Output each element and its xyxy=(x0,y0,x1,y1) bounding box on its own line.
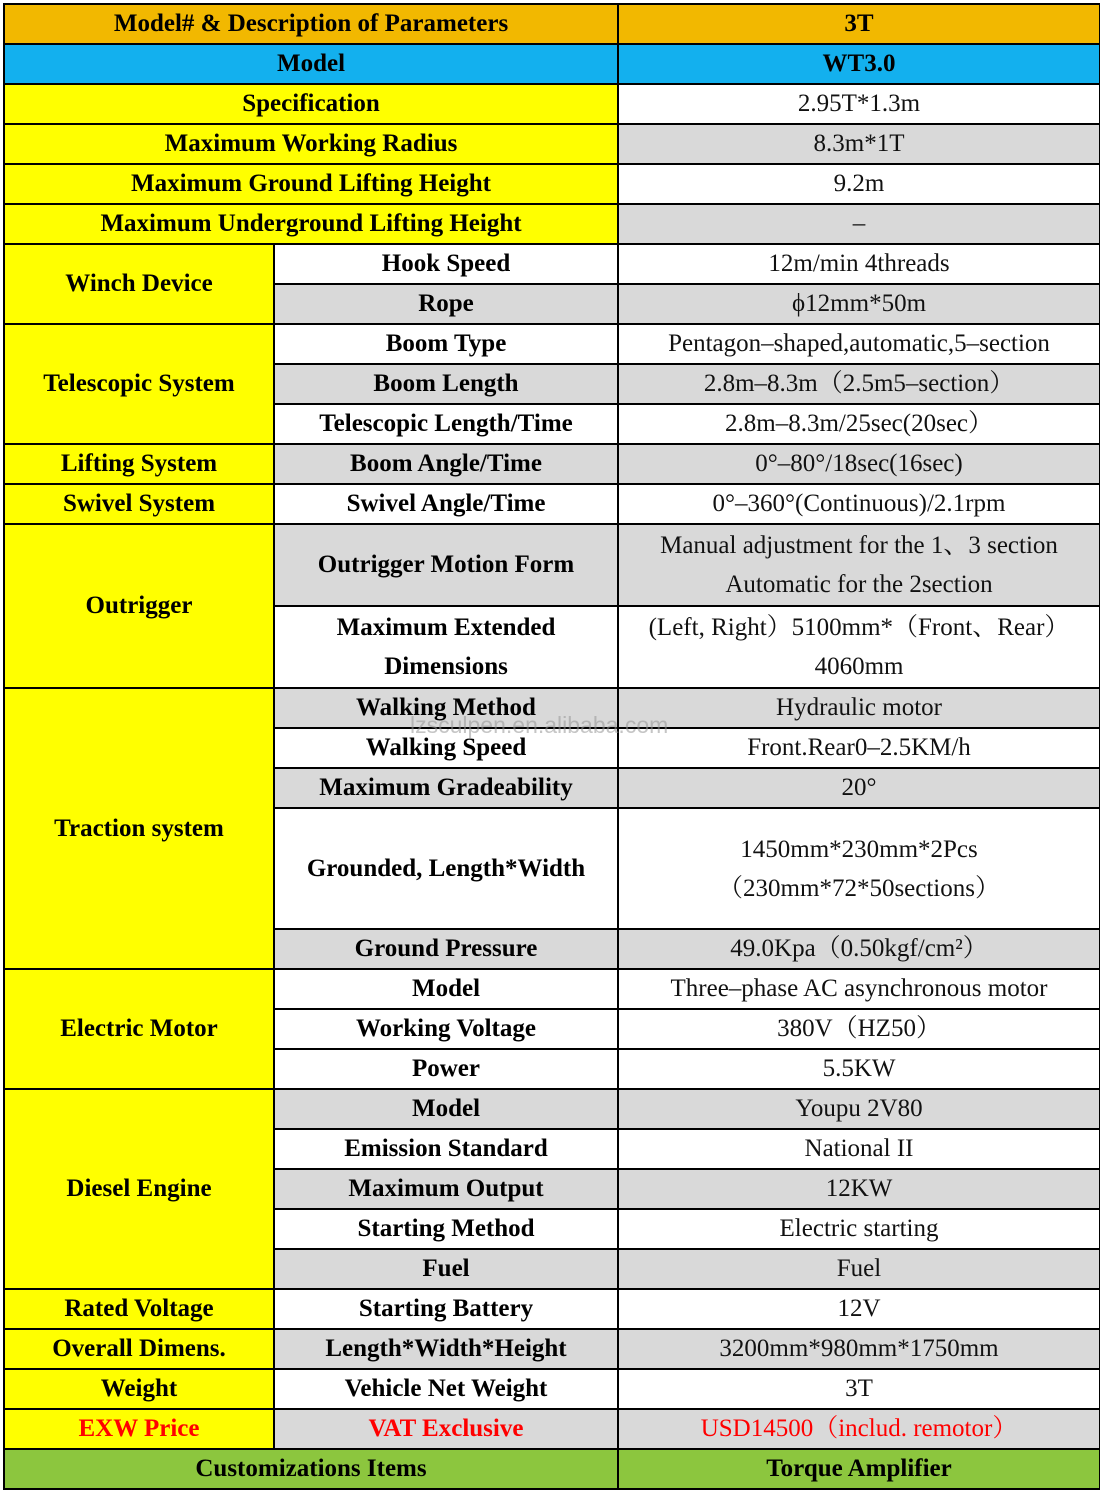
outrigger-label: Outrigger xyxy=(4,524,274,688)
weight-row xyxy=(4,1369,1100,1409)
power-value: 5.5KW xyxy=(618,1049,1100,1089)
grounded-length-width-value: 1450mm*230mm*2Pcs（230mm*72*50sections） xyxy=(618,808,1100,929)
fuel-label: Fuel xyxy=(274,1249,618,1289)
header-value: 3T xyxy=(618,4,1100,44)
length-width-height-label: Length*Width*Height xyxy=(274,1329,618,1369)
max-extended-dimensions-label: Maximum Extended Dimensions xyxy=(274,606,618,688)
max-working-radius-label: Maximum Working Radius xyxy=(4,124,618,164)
lifting-system-label: Lifting System xyxy=(4,444,274,484)
emission-standard-value: National II xyxy=(618,1129,1100,1169)
model-row xyxy=(4,44,1100,84)
starting-method-value: Electric starting xyxy=(618,1209,1100,1249)
exw-price-label: EXW Price xyxy=(4,1409,274,1449)
max-ground-lifting-row xyxy=(4,164,1100,204)
electric-motor-label: Electric Motor xyxy=(4,969,274,1089)
length-width-height-value: 3200mm*980mm*1750mm xyxy=(618,1329,1100,1369)
swivel-angle-time-value: 0°–360°(Continuous)/2.1rpm xyxy=(618,484,1100,524)
overall-dimens-label: Overall Dimens. xyxy=(4,1329,274,1369)
max-underground-lifting-row xyxy=(4,204,1100,244)
boom-type-value: Pentagon–shaped,automatic,5–section xyxy=(618,324,1100,364)
walking-method-label: Walking Method xyxy=(274,688,618,728)
traction-system-label: Traction system xyxy=(4,688,274,969)
swivel-system-label: Swivel System xyxy=(4,484,274,524)
weight-label: Weight xyxy=(4,1369,274,1409)
boom-angle-time-value: 0°–80°/18sec(16sec) xyxy=(618,444,1100,484)
outrigger-row-1 xyxy=(4,524,1100,606)
walking-speed-label: Walking Speed xyxy=(274,728,618,768)
specification-label: Specification xyxy=(4,84,618,124)
traction-row-1 xyxy=(4,688,1100,728)
ground-pressure-value: 49.0Kpa（0.50kgf/cm²） xyxy=(618,929,1100,969)
specification-value: 2.95T*1.3m xyxy=(618,84,1100,124)
starting-battery-value: 12V xyxy=(618,1289,1100,1329)
maximum-output-label: Maximum Output xyxy=(274,1169,618,1209)
vehicle-net-weight-label: Vehicle Net Weight xyxy=(274,1369,618,1409)
max-underground-lifting-value: – xyxy=(618,204,1100,244)
working-voltage-label: Working Voltage xyxy=(274,1009,618,1049)
emission-standard-label: Emission Standard xyxy=(274,1129,618,1169)
vat-exclusive-label: VAT Exclusive xyxy=(274,1409,618,1449)
max-underground-lifting-label: Maximum Underground Lifting Height xyxy=(4,204,618,244)
diesel-engine-row-1 xyxy=(4,1089,1100,1129)
hook-speed-label: Hook Speed xyxy=(274,244,618,284)
diesel-engine-label: Diesel Engine xyxy=(4,1089,274,1289)
customizations-label: Customizations Items xyxy=(4,1449,618,1489)
telescopic-length-time-value: 2.8m–8.3m/25sec(20sec） xyxy=(618,404,1100,444)
diesel-model-value: Youpu 2V80 xyxy=(618,1089,1100,1129)
walking-method-value: Hydraulic motor xyxy=(618,688,1100,728)
starting-battery-label: Starting Battery xyxy=(274,1289,618,1329)
watermark: lzsculpen.en.alibaba.com xyxy=(410,712,669,738)
max-extended-dimensions-value: (Left, Right）5100mm*（Front、Rear）4060mm xyxy=(618,606,1100,688)
electric-model-value: Three–phase AC asynchronous motor xyxy=(618,969,1100,1009)
overall-dimens-row xyxy=(4,1329,1100,1369)
rope-label: Rope xyxy=(274,284,618,324)
max-gradeability-value: 20° xyxy=(618,768,1100,808)
telescopic-row-1 xyxy=(4,324,1100,364)
power-label: Power xyxy=(274,1049,618,1089)
model-label: Model xyxy=(4,44,618,84)
telescopic-system-label: Telescopic System xyxy=(4,324,274,444)
walking-speed-value: Front.Rear0–2.5KM/h xyxy=(618,728,1100,768)
rated-voltage-label: Rated Voltage xyxy=(4,1289,274,1329)
header-label: Model# & Description of Parameters xyxy=(4,4,618,44)
header-row xyxy=(4,4,1100,44)
swivel-angle-time-label: Swivel Angle/Time xyxy=(274,484,618,524)
boom-length-label: Boom Length xyxy=(274,364,618,404)
diesel-model-label: Model xyxy=(274,1089,618,1129)
boom-angle-time-label: Boom Angle/Time xyxy=(274,444,618,484)
maximum-output-value: 12KW xyxy=(618,1169,1100,1209)
electric-model-label: Model xyxy=(274,969,618,1009)
specification-row xyxy=(4,84,1100,124)
boom-length-value: 2.8m–8.3m（2.5m5–section） xyxy=(618,364,1100,404)
rope-value: ϕ12mm*50m xyxy=(618,284,1100,324)
electric-motor-row-1 xyxy=(4,969,1100,1009)
grounded-length-width-label: Grounded, Length*Width xyxy=(274,808,618,929)
telescopic-length-time-label: Telescopic Length/Time xyxy=(274,404,618,444)
winch-row-1 xyxy=(4,244,1100,284)
max-working-radius-row xyxy=(4,124,1100,164)
outrigger-motion-form-value: Manual adjustment for the 1、3 section Automatic for the 2section xyxy=(618,524,1100,606)
max-working-radius-value: 8.3m*1T xyxy=(618,124,1100,164)
working-voltage-value: 380V（HZ50） xyxy=(618,1009,1100,1049)
max-gradeability-label: Maximum Gradeability xyxy=(274,768,618,808)
fuel-value: Fuel xyxy=(618,1249,1100,1289)
customizations-row xyxy=(4,1449,1100,1489)
ground-pressure-label: Ground Pressure xyxy=(274,929,618,969)
boom-type-label: Boom Type xyxy=(274,324,618,364)
vehicle-net-weight-value: 3T xyxy=(618,1369,1100,1409)
max-ground-lifting-value: 9.2m xyxy=(618,164,1100,204)
customizations-value: Torque Amplifier xyxy=(618,1449,1100,1489)
outrigger-motion-form-label: Outrigger Motion Form xyxy=(274,524,618,606)
max-ground-lifting-label: Maximum Ground Lifting Height xyxy=(4,164,618,204)
swivel-system-row xyxy=(4,484,1100,524)
model-value: WT3.0 xyxy=(618,44,1100,84)
winch-device-label: Winch Device xyxy=(4,244,274,324)
lifting-system-row xyxy=(4,444,1100,484)
rated-voltage-row xyxy=(4,1289,1100,1329)
exw-price-value: USD14500（includ. remotor） xyxy=(618,1409,1100,1449)
exw-price-row xyxy=(4,1409,1100,1449)
hook-speed-value: 12m/min 4threads xyxy=(618,244,1100,284)
starting-method-label: Starting Method xyxy=(274,1209,618,1249)
spec-table xyxy=(3,3,1100,1490)
